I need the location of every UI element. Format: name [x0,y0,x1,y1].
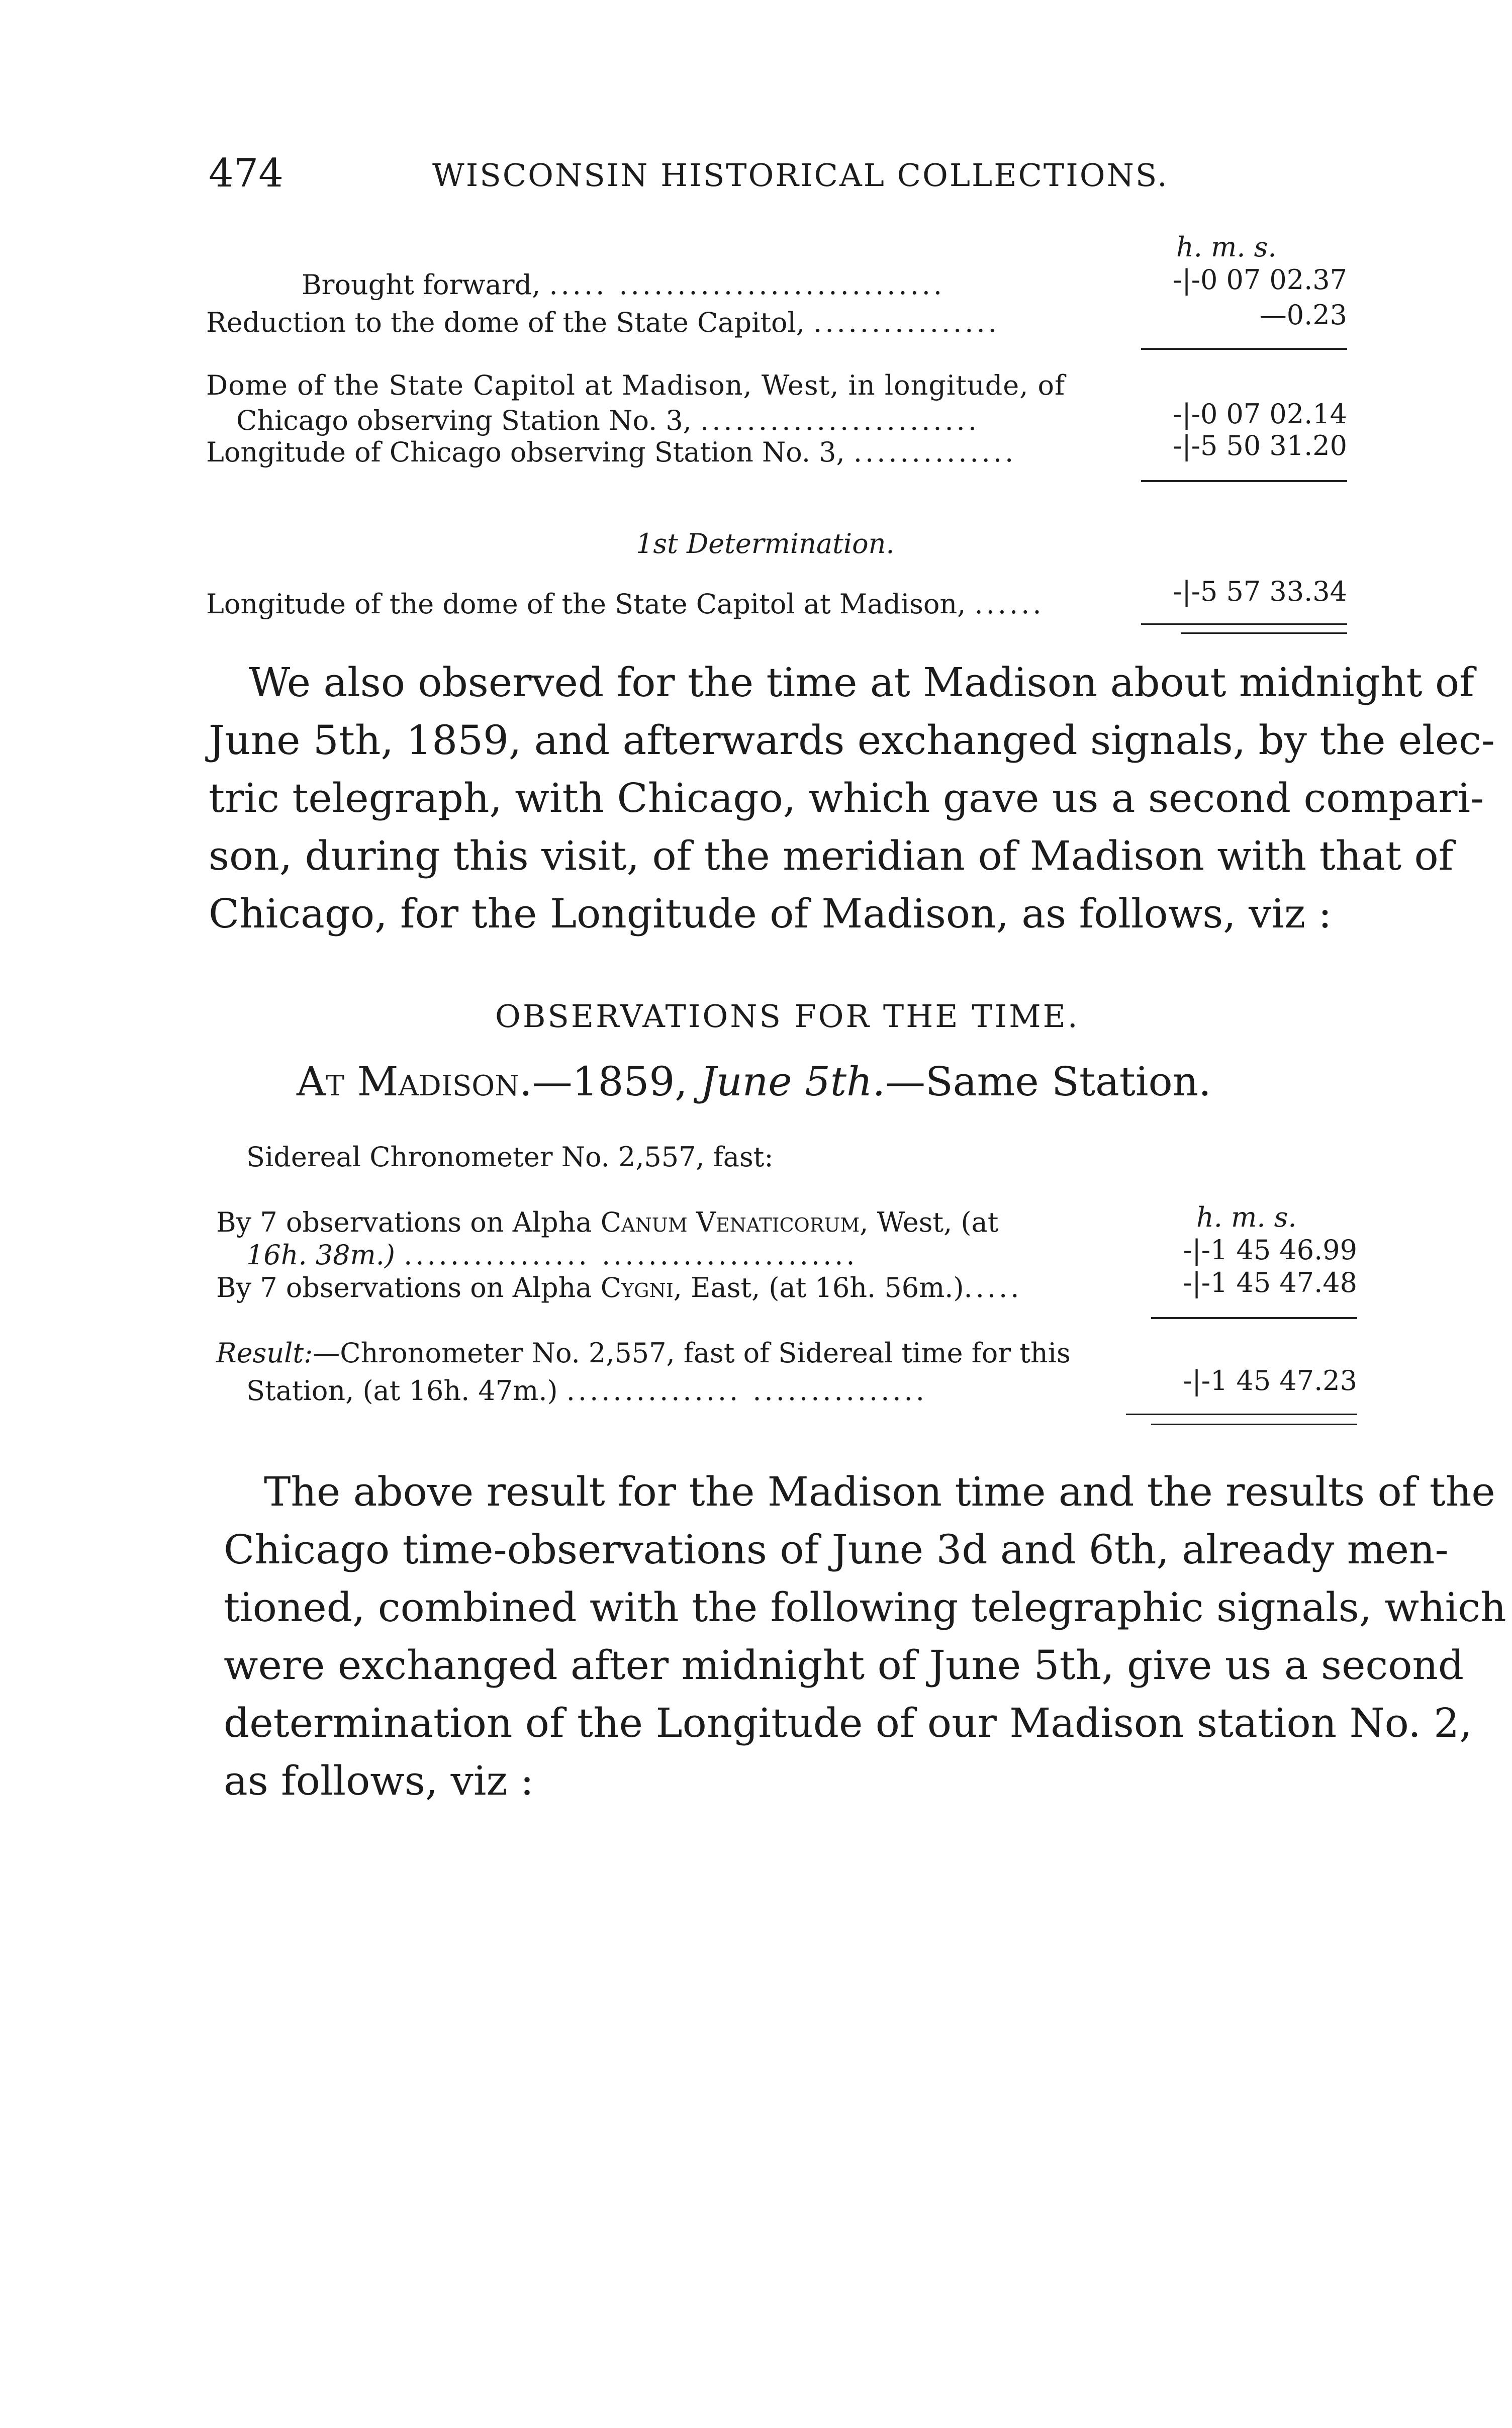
double-rule-top [1141,623,1347,625]
obs-prefix: By 7 observations on Alpha [216,1272,592,1303]
row-value: -|-0 07 02.37 [1173,264,1347,296]
section-title: OBSERVATIONS FOR THE TIME. [495,998,1080,1035]
row-label: Chicago observing Station No. 3, [236,405,692,436]
sum-rule [1141,480,1347,482]
sum-rule [1151,1317,1357,1319]
observation-1-value: -|-1 45 46.99 [1183,1234,1357,1266]
row-value: —0.23 [1259,299,1347,331]
paragraph-line: were exchanged after midnight of June 5th, give us a second [224,1642,1464,1689]
paragraph-line: We also observed for the time at Madison about midnight of [249,659,1474,706]
subheading-date: June 5th. [700,1058,885,1105]
units-header-2: h. m. s. [1196,1201,1297,1233]
obs-suffix: West, (at [877,1206,999,1238]
paragraph-line: determination of the Longitude of our Madison station No. 2, [224,1700,1472,1746]
observation-2-value: -|-1 45 47.48 [1183,1267,1357,1298]
result-value: -|-1 45 47.23 [1183,1365,1357,1396]
reduction-row [206,307,1000,338]
leader-dots: .............. [853,436,1017,468]
row-label: Reduction to the dome of the State Capitol, [206,307,805,338]
determination-heading [636,528,895,559]
paragraph-line: tric telegraph, with Chicago, which gave us a second compari- [209,775,1484,821]
double-rule-bottom [1151,1424,1357,1425]
leader-dots: ........................ [700,405,980,436]
star-name: Cygni, [600,1272,682,1303]
paragraph-line: tioned, combined with the following telegraphic signals, which [224,1584,1506,1631]
result-line-1 [216,1337,1071,1369]
subheading-rest: —Same Station. [885,1058,1211,1105]
row-label: Longitude of the dome of the State Capitol at Madison, [206,588,966,620]
determination-ordinal: 1st [636,528,678,559]
leader-dots: ................ ...................... [404,1239,858,1271]
page-number: 474 [209,151,284,196]
running-title: WISCONSIN HISTORICAL COLLECTIONS. [432,157,1169,194]
result-label: Result: [216,1337,313,1369]
brought-forward-row [302,269,945,301]
paragraph-line: as follows, viz : [224,1757,534,1804]
row-label: Longitude of Chicago observing Station No. 3, [206,436,845,468]
paragraph-line: June 5th, 1859, and afterwards exchanged signals, by the elec- [209,717,1495,764]
result-station: Station, (at 16h. 47m.) [246,1375,558,1407]
subheading [297,1058,1211,1105]
leader-dots: ..... ............................ [549,269,946,301]
leader-dots: ..... [964,1272,1022,1303]
star-name: Canum Venaticorum, [600,1206,869,1238]
dome-line-1: Dome of the State Capitol at Madison, West, in longitude, of [206,369,1066,401]
subheading-madison: Madison. [357,1058,532,1105]
body-paragraph-1 [209,653,1495,943]
observation-1 [216,1206,998,1238]
dome-value: -|-0 07 02.14 [1173,398,1347,430]
leader-dots: ............... ............... [566,1375,927,1407]
double-rule-bottom [1181,632,1347,634]
paragraph-line: Chicago, for the Longitude of Madison, as follows, viz : [209,890,1332,937]
subheading-year: —1859, [532,1058,688,1105]
paragraph-line: Chicago time-observations of June 3d and 6th, already men- [224,1526,1449,1573]
longitude-row [206,436,1016,468]
determination-value: -|-5 57 33.34 [1173,576,1347,607]
paragraph-line: The above result for the Madison time and the results of the [264,1468,1495,1515]
leader-dots: ................ [813,307,1000,338]
paragraph-line: son, during this visit, of the meridian of Madison with that of [209,832,1454,879]
subheading-at: At [297,1058,345,1105]
determination-row [206,588,1045,620]
observation-1-line-2 [246,1239,858,1271]
dome-line-2 [236,405,980,436]
longitude-value: -|-5 50 31.20 [1173,430,1347,461]
result-text: —Chronometer No. 2,557, fast of Sidereal time for this [313,1337,1071,1369]
result-line-2 [246,1375,927,1407]
double-rule-top [1126,1414,1357,1415]
obs-time: 16h. 38m.) [246,1239,395,1271]
units-header-1: h. m. s. [1176,231,1277,263]
observation-2 [216,1272,1022,1303]
body-paragraph-2 [224,1463,1506,1810]
row-label: Brought forward, [302,269,541,301]
leader-dots: ...... [974,588,1045,620]
chronometer-intro: Sidereal Chronometer No. 2,557, fast: [246,1141,774,1173]
sum-rule [1141,348,1347,350]
determination-label: Determination. [686,528,895,559]
obs-prefix: By 7 observations on Alpha [216,1206,592,1238]
obs-suffix: East, (at 16h. 56m.) [691,1272,964,1303]
